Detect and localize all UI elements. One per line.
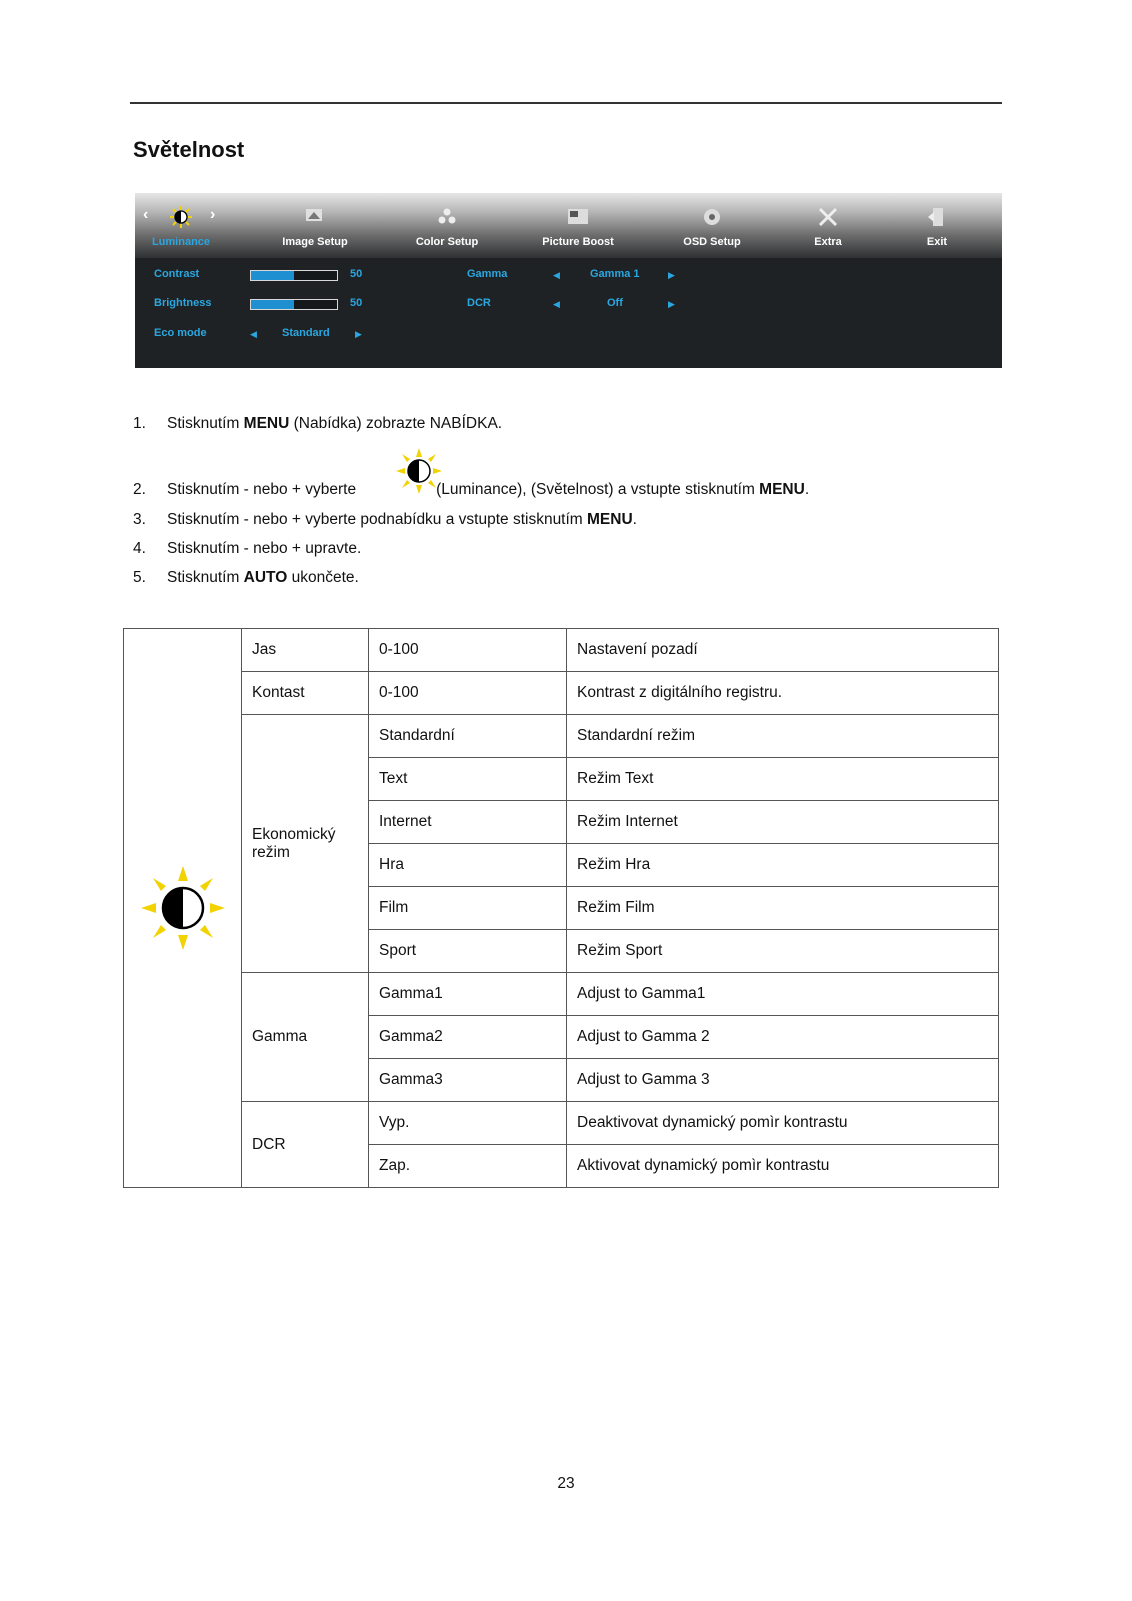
image-setup-icon xyxy=(303,206,327,228)
setting-description: Adjust to Gamma1 xyxy=(567,973,999,1016)
osd-tab-color-setup: Color Setup xyxy=(387,193,507,258)
exit-icon xyxy=(925,206,949,228)
setting-description: Režim Hra xyxy=(567,844,999,887)
osd-tab-image-setup: Image Setup xyxy=(255,193,375,258)
luminance-settings-table xyxy=(123,628,999,1188)
osd-contrast-bar-fill xyxy=(251,271,294,280)
setting-range: 0-100 xyxy=(369,672,567,715)
setting-name: Ekonomický režim xyxy=(242,715,369,973)
setting-option: Hra xyxy=(369,844,567,887)
triangle-right-icon: ▶ xyxy=(668,299,675,309)
luminance-sun-icon xyxy=(396,448,442,494)
triangle-right-icon: ▶ xyxy=(355,329,362,339)
step-5: 5. Stisknutím AUTO ukončete. xyxy=(133,569,359,586)
icon-cell xyxy=(124,629,242,1188)
table-row xyxy=(124,672,999,715)
setting-name: Kontast xyxy=(242,672,369,715)
setting-option: Zap. xyxy=(369,1145,567,1188)
osd-menu-screenshot xyxy=(135,193,1002,368)
setting-range: 0-100 xyxy=(369,629,567,672)
top-rule xyxy=(130,102,1002,104)
osd-setup-icon xyxy=(700,206,724,228)
step-2: 2. Stisknutím - nebo + vyberte (Luminance), (Světelnost) a vstupte stisknutím MENU. xyxy=(133,481,810,498)
setting-description: Adjust to Gamma 2 xyxy=(567,1016,999,1059)
setting-option: Standardní xyxy=(369,715,567,758)
table-row xyxy=(124,1102,999,1145)
osd-tab-luminance: Luminance xyxy=(135,193,241,258)
page-title: Světelnost xyxy=(133,137,245,162)
osd-brightness-bar xyxy=(250,299,338,310)
osd-brightness-bar-fill xyxy=(251,300,294,309)
page-number: 23 xyxy=(557,1475,575,1492)
osd-tab-picture-boost: Picture Boost xyxy=(518,193,638,258)
setting-description: Standardní režim xyxy=(567,715,999,758)
setting-description: Nastavení pozadí xyxy=(567,629,999,672)
setting-option: Gamma2 xyxy=(369,1016,567,1059)
setting-name: Gamma xyxy=(242,973,369,1102)
setting-option: Vyp. xyxy=(369,1102,567,1145)
osd-eco-mode-value: Standard xyxy=(282,327,330,339)
osd-dcr-label: DCR xyxy=(467,297,491,309)
setting-description: Režim Film xyxy=(567,887,999,930)
setting-option: Sport xyxy=(369,930,567,973)
setting-description: Deaktivovat dynamický pomìr kontrastu xyxy=(567,1102,999,1145)
sun-icon xyxy=(169,206,193,228)
table-row xyxy=(124,973,999,1016)
setting-name: DCR xyxy=(242,1102,369,1188)
setting-option: Text xyxy=(369,758,567,801)
table-row xyxy=(124,715,999,758)
setting-description: Aktivovat dynamický pomìr kontrastu xyxy=(567,1145,999,1188)
osd-brightness-value: 50 xyxy=(350,297,363,309)
osd-contrast-bar xyxy=(250,270,338,281)
setting-option: Gamma3 xyxy=(369,1059,567,1102)
osd-gamma-value: Gamma 1 xyxy=(590,268,640,280)
setting-name: Jas xyxy=(242,629,369,672)
triangle-left-icon: ◀ xyxy=(250,329,257,339)
triangle-left-icon: ◀ xyxy=(553,299,560,309)
triangle-left-icon: ◀ xyxy=(553,270,560,280)
osd-contrast-label: Contrast xyxy=(154,268,200,280)
chevron-left-icon: ‹ xyxy=(143,206,149,223)
triangle-right-icon: ▶ xyxy=(668,270,675,280)
osd-contrast-value: 50 xyxy=(350,268,363,280)
luminance-sun-icon xyxy=(141,866,225,950)
step-1: 1. Stisknutím MENU (Nabídka) zobrazte NABÍDKA. xyxy=(133,415,503,432)
setting-description: Režim Sport xyxy=(567,930,999,973)
osd-brightness-label: Brightness xyxy=(154,297,212,309)
osd-dcr-value: Off xyxy=(607,297,623,309)
osd-tab-osd-setup: OSD Setup xyxy=(652,193,772,258)
picture-boost-icon xyxy=(566,206,590,228)
setting-option: Gamma1 xyxy=(369,973,567,1016)
setting-description: Adjust to Gamma 3 xyxy=(567,1059,999,1102)
extra-icon xyxy=(816,206,840,228)
osd-gamma-label: Gamma xyxy=(467,268,508,280)
step-3: 3. Stisknutím - nebo + vyberte podnabídku a vstupte stisknutím MENU. xyxy=(133,511,637,528)
setting-description: Kontrast z digitálního registru. xyxy=(567,672,999,715)
setting-description: Režim Internet xyxy=(567,801,999,844)
osd-tab-extra: Extra xyxy=(768,193,888,258)
setting-option: Internet xyxy=(369,801,567,844)
setting-option: Film xyxy=(369,887,567,930)
table-row xyxy=(124,629,999,672)
chevron-right-icon: › xyxy=(210,206,216,223)
osd-eco-mode-label: Eco mode xyxy=(154,327,207,339)
osd-tab-exit: Exit xyxy=(877,193,997,258)
color-setup-icon xyxy=(435,206,459,228)
step-4: 4. Stisknutím - nebo + upravte. xyxy=(133,540,362,557)
setting-description: Režim Text xyxy=(567,758,999,801)
